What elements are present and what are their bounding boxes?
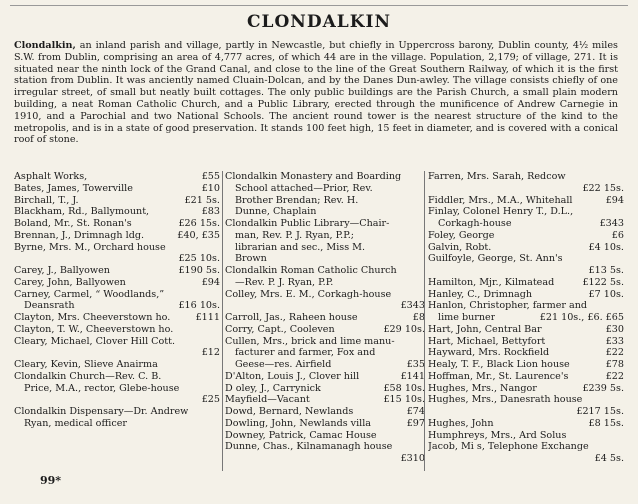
entry-line <box>428 394 624 406</box>
entry-value: £26 15s. <box>178 218 220 229</box>
entry-text: Brennan, J., Drimnagh ldg. <box>14 229 145 241</box>
entry-line <box>428 218 624 230</box>
directory-entry <box>14 206 220 218</box>
entry-line <box>14 394 220 406</box>
entry-text: Downey, Patrick, Camac House <box>225 429 377 441</box>
entry-line <box>225 218 425 230</box>
directory-entry <box>428 230 624 242</box>
entry-value: £310 <box>400 453 425 464</box>
entry-line <box>14 371 220 383</box>
entry-text: Colley, Mrs. E. M., Corkagh-house <box>225 288 392 300</box>
directory-entry <box>428 277 624 289</box>
entry-line <box>225 371 425 383</box>
column-3 <box>428 171 624 465</box>
entry-text: Bates, James, Towerville <box>14 182 133 194</box>
directory-entry <box>225 430 425 442</box>
entry-text: Corkagh-house <box>438 218 512 229</box>
directory-entry <box>225 265 425 289</box>
entry-value <box>217 406 220 418</box>
directory-entry <box>14 230 220 242</box>
entry-value: £7 10s. <box>588 288 624 300</box>
entry-line <box>14 406 220 418</box>
entry-text: —Rev. P. J. Ryan, P.P. <box>235 276 334 288</box>
directory-entry <box>14 406 220 430</box>
directory-entry <box>428 430 624 442</box>
entry-value: £29 10s. <box>383 323 425 335</box>
entry-value <box>217 336 220 348</box>
entry-text: Hanley, C., Drimnagh <box>428 288 533 300</box>
entry-line <box>428 324 624 336</box>
entry-line <box>14 253 220 265</box>
entry-text: Dowling, John, Newlands villa <box>225 417 372 429</box>
directory-entry <box>225 418 425 430</box>
entry-value: £30 <box>605 323 624 335</box>
entry-text: Hayward, Mrs. Rockfield <box>428 347 550 359</box>
intro-lead: Clondalkin, <box>14 40 76 51</box>
directory-entry <box>225 171 425 218</box>
entry-line <box>428 371 624 383</box>
entry-value <box>217 242 220 254</box>
directory-entry <box>428 195 624 207</box>
entry-text: D oley, J., Carrynick <box>225 382 321 394</box>
entry-text: Clayton, T. W., Cheeverstown ho. <box>14 323 174 335</box>
entry-text: Hughes, Mrs., Danesrath house <box>428 394 583 406</box>
entry-text: Carroll, Jas., Raheen house <box>225 312 358 323</box>
entry-line <box>428 242 624 254</box>
entry-value <box>621 300 624 312</box>
entry-line <box>14 277 220 289</box>
entry-value <box>217 383 220 395</box>
entry-line <box>14 347 220 359</box>
entry-text: Hughes, Mrs., Nangor <box>428 382 537 394</box>
entry-text: Clondalkin Monastery and Boarding <box>225 171 402 182</box>
entry-text: Blackham, Rd., Ballymount, <box>14 206 150 218</box>
entry-line <box>225 418 425 430</box>
directory-entry <box>428 253 624 277</box>
top-rule <box>10 5 628 6</box>
entry-value: £4 10s. <box>588 241 624 253</box>
entry-value: £21 10s., £6. £65 <box>539 312 624 323</box>
entry-text: Humphreys, Mrs., Ard Solus <box>428 429 567 441</box>
entry-value <box>217 359 220 371</box>
entry-line <box>225 383 425 395</box>
entry-text: Deansrath <box>24 300 75 312</box>
entry-text: Mayfield—Vacant <box>225 394 310 406</box>
entry-line <box>14 383 220 395</box>
directory-entry <box>428 441 624 465</box>
entry-text: Cleary, Michael, Clover Hill Cott. <box>14 335 176 347</box>
entry-text: Dunne, Chas., Kilnamanagh house <box>225 441 393 453</box>
entry-value <box>621 206 624 218</box>
entry-line <box>225 406 425 418</box>
directory-entry <box>428 394 624 418</box>
entry-line <box>225 394 425 406</box>
directory-entry <box>14 336 220 360</box>
directory-entry <box>225 394 425 406</box>
page-title: CLONDALKIN <box>247 12 391 32</box>
directory-entry <box>225 383 425 395</box>
directory-entry <box>225 406 425 418</box>
entry-value: £122 5s. <box>582 276 624 288</box>
entry-line <box>428 183 624 195</box>
entry-value: £8 <box>412 312 425 323</box>
entry-line <box>14 242 220 254</box>
entry-line <box>14 206 220 218</box>
entry-line <box>428 359 624 371</box>
entry-text: School attached—Prior, Rev. <box>235 182 373 194</box>
entry-line <box>428 418 624 430</box>
entry-value <box>621 430 624 442</box>
directory-entry <box>14 183 220 195</box>
entry-text: Jacob, Mi s, Telephone Exchange <box>428 441 589 453</box>
entry-value <box>217 289 220 301</box>
directory-entry <box>225 441 425 465</box>
entry-text: Ryan, medical officer <box>24 417 127 429</box>
entry-value: £22 <box>605 370 624 382</box>
entry-value <box>621 253 624 265</box>
entry-line <box>225 253 425 265</box>
directory-entry <box>225 371 425 383</box>
entry-text: Finlay, Colonel Henry T., D.L., <box>428 206 574 218</box>
directory-entry <box>428 324 624 336</box>
entry-text: Carney, Carmel, “ Woodlands,” <box>14 288 165 300</box>
entry-line <box>428 230 624 242</box>
entry-value: £25 <box>201 394 220 406</box>
entry-value: £239 5s. <box>582 382 624 394</box>
entry-text: Foley, George <box>428 229 495 241</box>
entry-value: £4 5s. <box>594 453 624 464</box>
entry-line <box>428 300 624 312</box>
column-2 <box>225 171 425 465</box>
entry-line <box>14 195 220 207</box>
entry-line <box>225 242 425 254</box>
entry-line <box>14 265 220 277</box>
entry-text: Hart, Michael, Bettyfort <box>428 335 546 347</box>
entry-line <box>14 359 220 371</box>
directory-entry <box>428 418 624 430</box>
entry-line <box>225 430 425 442</box>
entry-line <box>428 253 624 265</box>
directory-entry <box>14 218 220 230</box>
entry-line <box>225 453 425 465</box>
entry-line <box>14 324 220 336</box>
entry-text: Hoffman, Mr., St. Laurence's <box>428 370 569 382</box>
directory-entry <box>428 383 624 395</box>
entry-value <box>217 324 220 336</box>
entry-value: £22 15s. <box>582 182 624 194</box>
entry-value: £10 <box>201 182 220 194</box>
entry-line <box>225 277 425 289</box>
directory-entry <box>428 206 624 230</box>
entry-text: Hughes, John <box>428 417 494 429</box>
entry-value: £83 <box>201 206 220 218</box>
entry-value: £78 <box>605 359 624 370</box>
directory-entry <box>428 347 624 359</box>
entry-line <box>225 206 425 218</box>
entry-value: £74 <box>406 406 425 417</box>
entry-text: Dowd, Bernard, Newlands <box>225 406 354 417</box>
entry-line <box>14 289 220 301</box>
column-1 <box>14 171 220 430</box>
entry-line <box>14 171 220 183</box>
entry-text: lime burner <box>438 312 496 323</box>
entry-line <box>428 206 624 218</box>
directory-columns <box>14 171 624 471</box>
entry-line <box>428 195 624 207</box>
entry-value: £94 <box>201 276 220 288</box>
entry-text: Boland, Mr., St. Ronan's <box>14 218 132 229</box>
entry-line <box>428 441 624 453</box>
entry-text: Farren, Mrs. Sarah, Redcow <box>428 171 566 182</box>
entry-line <box>225 336 425 348</box>
entry-text: Cullen, Mrs., brick and lime manu- <box>225 335 395 347</box>
directory-entry <box>14 277 220 289</box>
entry-line <box>225 300 425 312</box>
column-divider-2 <box>424 171 425 471</box>
entry-text: Hamilton, Mjr., Kilmatead <box>428 276 555 288</box>
entry-value: £55 <box>201 171 220 182</box>
entry-text: librarian and sec., Miss M. <box>235 241 366 253</box>
entry-text: Carey, J., Ballyowen <box>14 265 110 276</box>
entry-text: Healy, T. F., Black Lion house <box>428 359 570 370</box>
entry-line <box>225 289 425 301</box>
entry-value: £35 <box>406 359 425 370</box>
entry-line <box>14 312 220 324</box>
page-number: 99* <box>40 474 62 487</box>
directory-entry <box>428 300 624 324</box>
entry-line <box>225 441 425 453</box>
directory-entry <box>14 289 220 313</box>
entry-value: £8 15s. <box>588 417 624 429</box>
directory-entry <box>14 195 220 207</box>
entry-line <box>428 312 624 324</box>
entry-text: Fiddler, Mrs., M.A., Whitehall <box>428 194 573 206</box>
entry-line <box>225 195 425 207</box>
entry-line <box>14 336 220 348</box>
directory-entry <box>14 324 220 336</box>
entry-text: Carey, John, Ballyowen <box>14 276 126 288</box>
entry-value: £111 <box>195 312 220 323</box>
entry-line <box>14 183 220 195</box>
entry-value: £33 <box>605 335 624 347</box>
entry-text: Price, M.A., rector, Glebe-house <box>24 382 180 394</box>
entry-text: Hart, John, Central Bar <box>428 323 542 335</box>
entry-line <box>428 406 624 418</box>
column-divider-1 <box>222 171 223 471</box>
entry-line <box>14 218 220 230</box>
entry-line <box>428 336 624 348</box>
directory-entry <box>428 171 624 195</box>
intro-body: an inland parish and village, partly in Newcastle, but chiefly in Uppercross barony, Dublin county, 4½ miles S.W. from Dublin, comprising an area of 4,777 acres, of which 44 are in the village. Population, 2,179; of village, 271. It is situated near the ninth lock of the Grand Canal, and close to the line of the Great Southern Railway, of which it is the first station from Dublin. It was anciently named Cluain-Dolcan, and by the Danes Dun-awley. The village consists chiefly of one irregular street, of small but neatly built cottages. The only public buildings are the Parish Church, a small plain modern building, a neat Roman Catholic Church, and a Public Library, erected through the munificence of Andrew Carnegie in 1910, and a Parochial and two National Schools. The ancient round tower is the nearest structure of the kind to the metropolis, and is in a state of good preservation. It stands 100 feet high, 15 feet in diameter, and is covered with a conical roof of stone. <box>14 40 618 146</box>
entry-value <box>217 371 220 383</box>
directory-entry <box>225 218 425 265</box>
entry-text: Birchall, T., J. <box>14 194 79 206</box>
entry-value: £15 10s. <box>383 394 425 406</box>
directory-entry <box>225 336 425 371</box>
directory-entry <box>14 171 220 183</box>
entry-text: Geese—res. Airfield <box>235 359 332 370</box>
entry-line <box>225 230 425 242</box>
entry-line <box>428 265 624 277</box>
directory-entry <box>428 359 624 371</box>
directory-entry <box>428 336 624 348</box>
entry-text: Guilfoyle, George, St. Ann's <box>428 253 563 265</box>
directory-entry <box>14 359 220 371</box>
entry-value <box>621 441 624 453</box>
entry-line <box>225 359 425 371</box>
entry-text: Corry, Capt., Cooleven <box>225 323 335 335</box>
entry-value: £6 <box>611 229 624 241</box>
intro-paragraph <box>14 40 618 146</box>
entry-line <box>14 418 220 430</box>
entry-text: Asphalt Works, <box>14 171 88 182</box>
entry-text: Clayton, Mrs. Cheeverstown ho. <box>14 312 171 323</box>
entry-line <box>428 289 624 301</box>
entry-text: Hanlon, Christopher, farmer and <box>428 300 588 312</box>
directory-entry <box>14 265 220 277</box>
directory-entry <box>14 312 220 324</box>
entry-text: Clondalkin Roman Catholic Church <box>225 265 397 276</box>
entry-line <box>428 383 624 395</box>
directory-entry <box>428 242 624 254</box>
entry-text: Brown <box>235 253 267 265</box>
entry-text: facturer and farmer, Fox and <box>235 347 376 359</box>
entry-line <box>428 453 624 465</box>
entry-line <box>225 171 425 183</box>
entry-text: man, Rev. P. J. Ryan, P.P.; <box>235 229 355 241</box>
entry-value: £217 15s. <box>576 406 624 417</box>
entry-value: £190 5s. <box>178 265 220 276</box>
entry-value <box>217 418 220 430</box>
entry-value: £94 <box>605 194 624 206</box>
entry-value <box>621 394 624 406</box>
entry-line <box>428 347 624 359</box>
entry-line <box>428 277 624 289</box>
entry-line <box>428 430 624 442</box>
entry-text: Cleary, Kevin, Slieve Anairma <box>14 359 158 370</box>
entry-value: £40, £35 <box>177 229 220 241</box>
entry-text: Galvin, Robt. <box>428 241 492 253</box>
entry-line <box>225 265 425 277</box>
entry-value: £25 10s. <box>178 253 220 265</box>
entry-line <box>428 171 624 183</box>
entry-line <box>14 230 220 242</box>
entry-line <box>225 183 425 195</box>
entry-value: £343 <box>400 300 425 312</box>
entry-text: Clondalkin Public Library—Chair- <box>225 218 390 229</box>
entry-value: £343 <box>599 218 624 229</box>
directory-entry <box>14 371 220 406</box>
entry-text: Brother Brendan; Rev. H. <box>235 194 359 206</box>
entry-value <box>621 171 624 183</box>
entry-text: D'Alton, Louis J., Clover hill <box>225 370 360 382</box>
entry-value: £141 <box>400 370 425 382</box>
directory-entry <box>225 312 425 324</box>
entry-value: £13 5s. <box>588 265 624 276</box>
entry-value: £97 <box>406 417 425 429</box>
directory-entry <box>428 371 624 383</box>
entry-text: Dunne, Chaplain <box>235 206 317 218</box>
entry-line <box>225 312 425 324</box>
directory-entry <box>14 242 220 266</box>
entry-value: £16 10s. <box>178 300 220 312</box>
entry-text: Clondalkin Church—Rev. C. B. <box>14 370 162 382</box>
entry-value: £58 10s. <box>383 382 425 394</box>
entry-text: Clondalkin Dispensary—Dr. Andrew <box>14 406 189 417</box>
directory-entry <box>225 324 425 336</box>
entry-line <box>225 347 425 359</box>
entry-line <box>14 300 220 312</box>
directory-entry <box>225 289 425 313</box>
directory-entry <box>428 289 624 301</box>
entry-text: Byrne, Mrs. M., Orchard house <box>14 241 166 253</box>
entry-value: £12 <box>201 347 220 359</box>
entry-value: £22 <box>605 347 624 359</box>
entry-line <box>225 324 425 336</box>
entry-value: £21 5s. <box>184 194 220 206</box>
